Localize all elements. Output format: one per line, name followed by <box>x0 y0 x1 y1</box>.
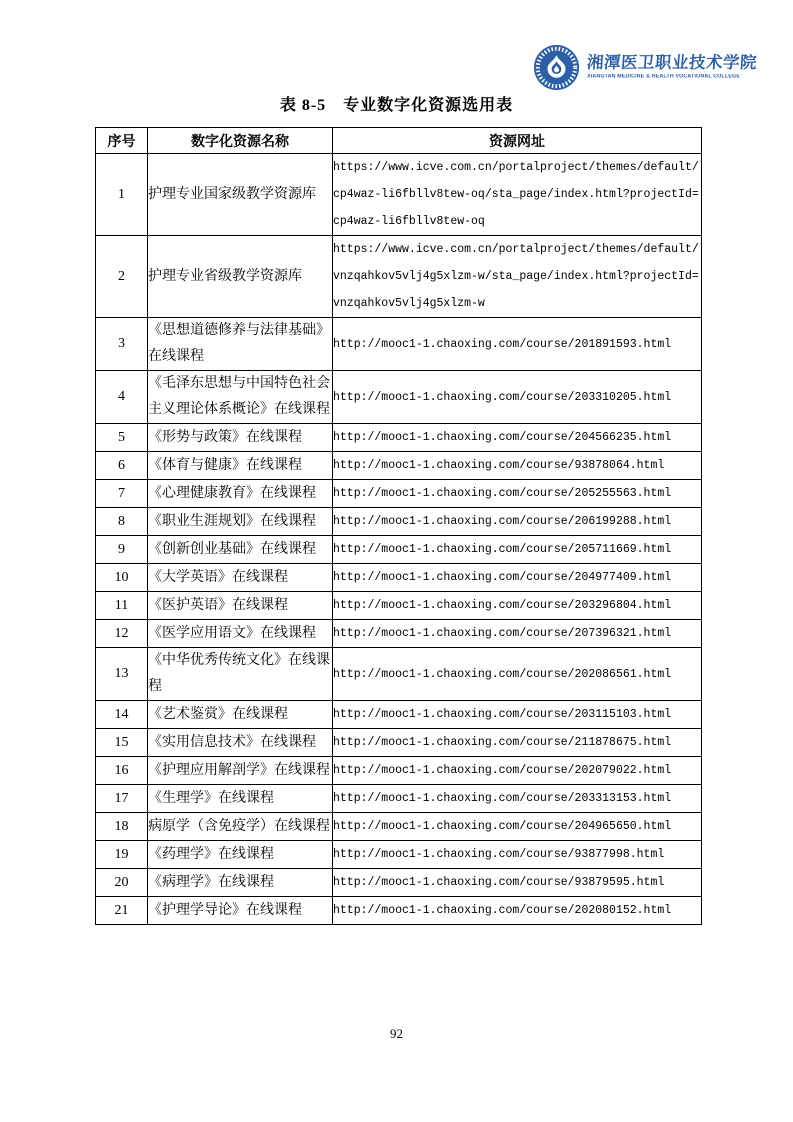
table-row <box>96 371 702 424</box>
resource-url-cell: http://mooc1-1.chaoxing.com/course/204965650.html <box>333 813 702 841</box>
resource-name-cell: 《艺术鉴赏》在线课程 <box>148 701 333 729</box>
resource-name-cell: 《心理健康教育》在线课程 <box>148 480 333 508</box>
row-number-cell: 7 <box>96 480 148 508</box>
header-cell-number: 序号 <box>96 128 148 154</box>
resource-url-cell: http://mooc1-1.chaoxing.com/course/206199288.html <box>333 508 702 536</box>
table-header-row <box>96 128 702 154</box>
resource-url-cell: http://mooc1-1.chaoxing.com/course/207396321.html <box>333 620 702 648</box>
table-row <box>96 869 702 897</box>
table-row <box>96 785 702 813</box>
header-cell-resource-url: 资源网址 <box>333 128 702 154</box>
row-number-cell: 3 <box>96 318 148 371</box>
table-row <box>96 757 702 785</box>
resource-url-cell: http://mooc1-1.chaoxing.com/course/211878675.html <box>333 729 702 757</box>
resource-name-cell: 《生理学》在线课程 <box>148 785 333 813</box>
header-cell-resource-name: 数字化资源名称 <box>148 128 333 154</box>
row-number-cell: 15 <box>96 729 148 757</box>
college-name-zh: 湘潭医卫职业技术学院 <box>586 52 758 72</box>
page-title: 表 8-5 专业数字化资源选用表 <box>279 97 514 114</box>
resource-url-cell: http://mooc1-1.chaoxing.com/course/205711669.html <box>333 536 702 564</box>
resource-name-cell: 《中华优秀传统文化》在线课程 <box>148 648 333 701</box>
row-number-cell: 14 <box>96 701 148 729</box>
row-number-cell: 5 <box>96 424 148 452</box>
resource-table <box>95 127 702 925</box>
resource-url-cell: http://mooc1-1.chaoxing.com/course/201891593.html <box>333 318 702 371</box>
resource-name-cell: 护理专业省级教学资源库 <box>148 236 333 318</box>
row-number-cell: 6 <box>96 452 148 480</box>
college-name-en: XIANGTAN MEDICINE & HEALTH VOCATIONAL COLLEGE <box>587 74 741 80</box>
resource-name-cell: 《创新创业基础》在线课程 <box>148 536 333 564</box>
resource-url-cell: https://www.icve.com.cn/portalproject/themes/default/cp4waz-li6fbllv8tew-oq/sta_page/index.html?projectId=cp4waz-li6fbllv8tew-oq <box>333 154 702 236</box>
table-row <box>96 897 702 925</box>
resource-name-cell: 《医学应用语文》在线课程 <box>148 620 333 648</box>
row-number-cell: 9 <box>96 536 148 564</box>
resource-url-cell: http://mooc1-1.chaoxing.com/course/203296804.html <box>333 592 702 620</box>
table-row <box>96 318 702 371</box>
resource-url-cell: http://mooc1-1.chaoxing.com/course/202079022.html <box>333 757 702 785</box>
resource-name-cell: 《医护英语》在线课程 <box>148 592 333 620</box>
table-row <box>96 701 702 729</box>
page-number: 92 <box>390 1026 403 1041</box>
row-number-cell: 12 <box>96 620 148 648</box>
table-row <box>96 424 702 452</box>
row-number-cell: 13 <box>96 648 148 701</box>
resource-name-cell: 病原学（含免疫学）在线课程 <box>148 813 333 841</box>
resource-url-cell: http://mooc1-1.chaoxing.com/course/204566235.html <box>333 424 702 452</box>
resource-name-cell: 《实用信息技术》在线课程 <box>148 729 333 757</box>
resource-name-cell: 《毛泽东思想与中国特色社会主义理论体系概论》在线课程 <box>148 371 333 424</box>
table-body <box>96 154 702 925</box>
row-number-cell: 21 <box>96 897 148 925</box>
resource-url-cell: http://mooc1-1.chaoxing.com/course/203313153.html <box>333 785 702 813</box>
table-row <box>96 592 702 620</box>
resource-url-cell: http://mooc1-1.chaoxing.com/course/204977409.html <box>333 564 702 592</box>
resource-url-cell: http://mooc1-1.chaoxing.com/course/93877998.html <box>333 841 702 869</box>
resource-name-cell: 《大学英语》在线课程 <box>148 564 333 592</box>
resource-url-cell: https://www.icve.com.cn/portalproject/themes/default/vnzqahkov5vlj4g5xlzm-w/sta_page/index.html?projectId=vnzqahkov5vlj4g5xlzm-w <box>333 236 702 318</box>
resource-name-cell: 《思想道德修养与法律基础》在线课程 <box>148 318 333 371</box>
table-row <box>96 154 702 236</box>
resource-url-cell: http://mooc1-1.chaoxing.com/course/205255563.html <box>333 480 702 508</box>
row-number-cell: 10 <box>96 564 148 592</box>
college-emblem-icon <box>533 44 580 91</box>
resource-name-cell: 《体育与健康》在线课程 <box>148 452 333 480</box>
resource-name-cell: 《药理学》在线课程 <box>148 841 333 869</box>
table-row <box>96 729 702 757</box>
resource-url-cell: http://mooc1-1.chaoxing.com/course/203310205.html <box>333 371 702 424</box>
row-number-cell: 1 <box>96 154 148 236</box>
resource-url-cell: http://mooc1-1.chaoxing.com/course/93879595.html <box>333 869 702 897</box>
resource-url-cell: http://mooc1-1.chaoxing.com/course/202086561.html <box>333 648 702 701</box>
row-number-cell: 11 <box>96 592 148 620</box>
resource-name-cell: 《病理学》在线课程 <box>148 869 333 897</box>
resource-name-cell: 护理专业国家级教学资源库 <box>148 154 333 236</box>
resource-name-cell: 《形势与政策》在线课程 <box>148 424 333 452</box>
resource-url-cell: http://mooc1-1.chaoxing.com/course/203115103.html <box>333 701 702 729</box>
row-number-cell: 8 <box>96 508 148 536</box>
table-row <box>96 536 702 564</box>
college-logo <box>533 44 761 91</box>
row-number-cell: 16 <box>96 757 148 785</box>
resource-name-cell: 《职业生涯规划》在线课程 <box>148 508 333 536</box>
table-row <box>96 508 702 536</box>
resource-name-cell: 《护理学导论》在线课程 <box>148 897 333 925</box>
resource-name-cell: 《护理应用解剖学》在线课程 <box>148 757 333 785</box>
resource-url-cell: http://mooc1-1.chaoxing.com/course/202080152.html <box>333 897 702 925</box>
table-row <box>96 813 702 841</box>
row-number-cell: 17 <box>96 785 148 813</box>
resource-url-cell: http://mooc1-1.chaoxing.com/course/93878064.html <box>333 452 702 480</box>
row-number-cell: 20 <box>96 869 148 897</box>
college-name-block <box>586 52 761 81</box>
row-number-cell: 19 <box>96 841 148 869</box>
row-number-cell: 2 <box>96 236 148 318</box>
table-row <box>96 841 702 869</box>
table-row <box>96 564 702 592</box>
table-row <box>96 480 702 508</box>
table-row <box>96 648 702 701</box>
table-row <box>96 452 702 480</box>
row-number-cell: 4 <box>96 371 148 424</box>
table-row <box>96 620 702 648</box>
table-row <box>96 236 702 318</box>
row-number-cell: 18 <box>96 813 148 841</box>
